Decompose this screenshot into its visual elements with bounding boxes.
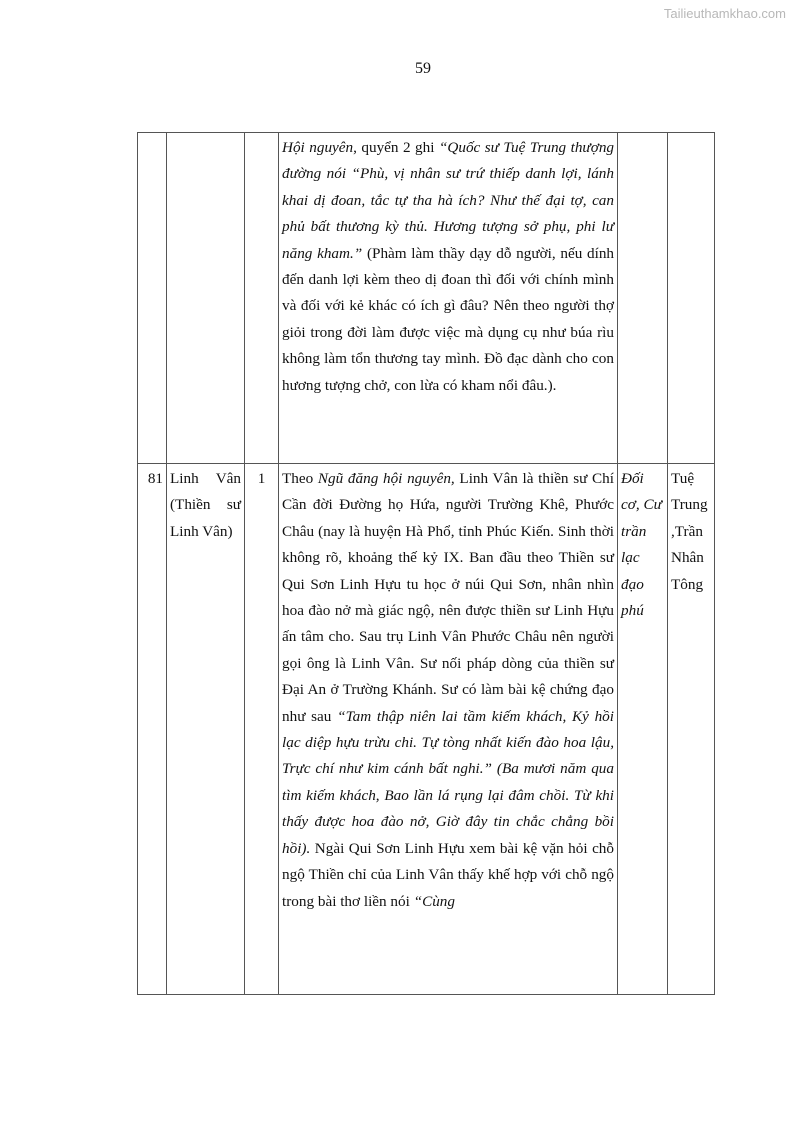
text-segment: , quyển 2 ghi [353, 139, 439, 156]
text-segment: Theo [282, 470, 318, 487]
italic-text-segment: “Cùng [413, 892, 455, 910]
cell-count [245, 133, 279, 464]
document-table [137, 132, 715, 995]
table-row [138, 464, 715, 995]
cell-author [668, 133, 715, 464]
cell-name [167, 133, 245, 464]
cell-theme: Đối cơ, Cư trần lạc đạo phú [618, 464, 668, 995]
page-number: 59 [415, 60, 431, 77]
cell-number [138, 133, 167, 464]
italic-text-segment: Ngũ đăng hội nguyên, [317, 470, 455, 487]
cell-count: 1 [245, 464, 279, 995]
text-segment: Ngài Qui Sơn Linh Hựu xem bài kệ vặn hỏi chỗ ngộ Thiền chỉ của Linh Vân thấy khế hợp với chỗ ngộ trong bài thơ liền nói [282, 839, 614, 910]
text-segment: (Phàm làm thầy dạy dỗ người, nếu dính đến danh lợi kèm theo dị đoan thì đối với chính mình và đối với kẻ khác có ích gì đâu? Nên theo người thợ giỏi trong đời làm được việc mà dụng cụ như búa rìu không làm tổn thương tay mình. Đồ đạc dành cho con hương tượng chở, con lừa có kham nổi đâu.). [282, 244, 615, 394]
text-segment: Linh Vân là thiền sư Chí Cần đời Đường họ Hứa, người Trường Khê, Phước Châu (nay là huyện Hà Phổ, tỉnh Phúc Kiến. Sinh thời không rõ, khoảng thế kỷ IX. Ban đầu theo Thiền sư Qui Sơn Linh Hựu tu học ở núi Qui Sơn, nhân nhìn hoa đào nở mà giác ngộ, nên được thiền sư Linh Hựu ấn tâm cho. Sau trụ Linh Vân Phước Châu nên người gọi ông là Linh Vân. Sư nối pháp dòng của thiền sư Đại An ở Trường Khánh. Sư có làm bài kệ chứng đạo như sau [282, 470, 614, 725]
italic-text-segment: “Quốc sư Tuệ Trung thượng đường nói “Phù, vị nhân sư trứ thiếp danh lợi, lánh khai dị đoan, tắc tự tha hà ích? Như thế đại tợ, can phủ bất thương kỳ thủ. Hương tượng sở phụ, phi lư năng kham.” [282, 139, 615, 262]
table-row [138, 133, 715, 464]
cell-content [279, 133, 618, 464]
cell-theme [618, 133, 668, 464]
cell-author: Tuệ Trung ,Trần Nhân Tông [668, 464, 715, 995]
italic-text-segment: “Tam thập niên lai tầm kiếm khách, Kỷ hồi lạc diệp hựu trừu chi. Tự tòng nhất kiến đào hoa lậu, Trực chí như kim cánh bất nghi.” (Ba mươi năm qua tìm kiếm khách, Bao lần lá rụng lại đâm chồi. Từ khi thấy được hoa đào nở, Giờ đây tin chắc chẳng bồi hồi). [282, 707, 614, 857]
cell-number: 81 [138, 464, 167, 995]
watermark: Tailieuthamkhao.com [663, 6, 786, 21]
italic-text-segment: Hội nguyên [282, 139, 354, 156]
cell-content [279, 464, 618, 995]
cell-name: Linh Vân (Thiền sư Linh Vân) [167, 464, 245, 995]
